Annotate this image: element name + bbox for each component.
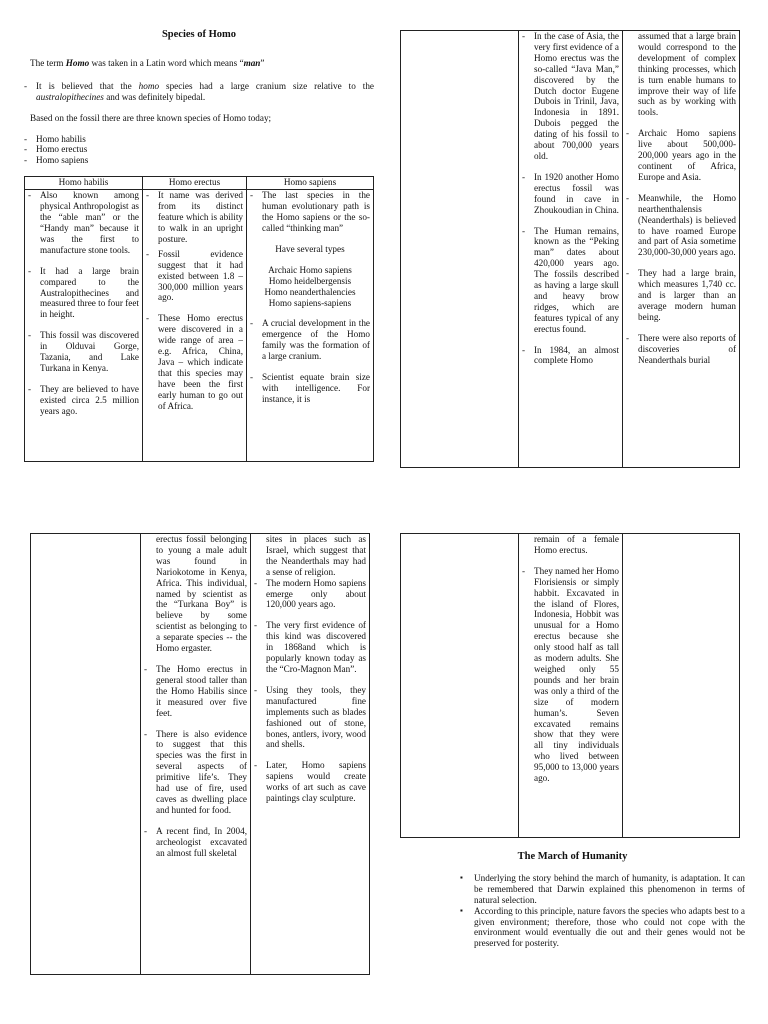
erectus-cell bbox=[519, 534, 623, 838]
continuation-table bbox=[30, 533, 370, 975]
list-item: - There were also reports of discoveries of Neanderthals burial bbox=[626, 333, 736, 366]
sapiens-cell bbox=[623, 31, 740, 468]
types-label: Have several types bbox=[275, 243, 345, 254]
erectus-cell bbox=[141, 534, 251, 975]
list-item: - They are believed to have existed circa 2.5 million years ago. bbox=[28, 384, 139, 417]
list-item: - It had a large brain compared to the Australopithecines and measured three to four feet in height. bbox=[28, 266, 139, 321]
page-3 bbox=[30, 533, 370, 978]
list-item: - Meanwhile, the Homo nearthenthalensis (Neanderthals) is believed to have roamed Europe and part of Asia sometime 230,000-30,000 years ago. bbox=[626, 193, 736, 258]
continued-text: sites in places such as Israel, which suggest that the Neanderthals may had a sense of religion. bbox=[266, 534, 366, 577]
table-header: Homo erectus bbox=[143, 177, 247, 190]
list-item: - They had a large brain, which measures 1,740 cc. and is larger than an average modern human being. bbox=[626, 268, 736, 323]
continued-text: erectus fossil belonging to young a male adult was found in Nariokotome in Kenya, Africa. This individual, named by scientist as the “Turkana Boy” is believe by some scientist as belonging to a separate species -- the Homo ergaster. bbox=[156, 534, 247, 654]
empty-cell bbox=[623, 534, 740, 838]
based-paragraph: Based on the fossil there are three known species of Homo today; bbox=[30, 112, 272, 123]
list-item: - Scientist equate brain size with intelligence. For instance, it is bbox=[250, 372, 370, 405]
page-1 bbox=[24, 24, 374, 469]
erectus-cell bbox=[143, 190, 247, 462]
list-item: - This fossil was discovered in Olduvai Gorge, Tazania, and Lake Turkana in Kenya. bbox=[28, 330, 139, 374]
sapiens-cell bbox=[247, 190, 374, 462]
type-item: Homo heidelbergensis bbox=[268, 275, 352, 286]
list-item: - It is believed that the homo species had a large cranium size relative to the australopithecines and was definitely bipedal. bbox=[24, 81, 374, 103]
page-2 bbox=[400, 30, 740, 470]
intro-paragraph: The term Homo was taken in a Latin word which means “man” bbox=[30, 57, 265, 68]
list-item: - The Homo erectus in general stood taller than the Homo Habilis since it measured over five feet. bbox=[144, 664, 247, 719]
list-item: - Also known among physical Anthropologist as the “able man” or the “Handy man” because it was the first to manufacture stone tools. bbox=[28, 190, 139, 255]
page-4 bbox=[400, 533, 745, 973]
list-item: - There is also evidence to suggest that this species was the first in several aspects of primitive life’s. They had use of fire, used caves as dwelling place and hunted for food. bbox=[144, 729, 247, 816]
page-title: Species of Homo bbox=[161, 29, 237, 40]
list-item: - A crucial development in the emergence of the Homo family was the formation of a large cranium. bbox=[250, 318, 370, 362]
type-item: Homo neanderthalencies bbox=[264, 286, 356, 297]
list-item: - In 1920 another Homo erectus fossil was found in cave in Zhoukoudian in China. bbox=[522, 172, 619, 216]
list-item: ▪ Underlying the story behind the march of humanity, is adaptation. It can be remembered that Darwin explained this phenomenon in terms of natural selection. bbox=[460, 873, 745, 906]
list-item: - In 1984, an almost complete Homo bbox=[522, 345, 619, 367]
list-item: - Homo habilis bbox=[24, 134, 374, 145]
list-item: - A recent find, In 2004, archeologist excavated an almost full skeletal bbox=[144, 826, 247, 859]
list-item: - These Homo erectus were discovered in a wide range of area – e.g. Africa, China, Java – which indicate that this species may have been the first early human to go out of Africa. bbox=[146, 313, 243, 411]
list-item: - In the case of Asia, the very first evidence of a Homo erectus was the so-called “Java Man,” discovered by the Dutch doctor Eugene Dubois in Trinil, Java, Indonesia in 1891. Dubois pegged the dating of his fossil to about 700,000 years old. bbox=[522, 31, 619, 162]
type-item: Archaic Homo sapiens bbox=[268, 264, 352, 275]
list-item: - The modern Homo sapiens emerge only about 120,000 years ago. bbox=[254, 578, 366, 611]
continuation-table bbox=[400, 30, 740, 468]
empty-cell bbox=[31, 534, 141, 975]
list-item: - Archaic Homo sapiens live about 500,000-200,000 years ago in the continent of Africa, Europe and Asia. bbox=[626, 128, 736, 183]
species-table bbox=[24, 176, 374, 462]
list-item: - They named her Homo Florisiensis or simply habbit. Excavated in the island of Flores, Indonesia, Hobbit was unusual for a Homo erectus because she only stood half as tall as modern adults. She weighed only 55 pounds and her brain was only a third of the size of modern human’s. Seven excavated remains show that they were all tiny individuals who lived between 95,000 to 13,000 years ago. bbox=[522, 566, 619, 784]
empty-cell bbox=[401, 534, 519, 838]
list-item: - Homo sapiens bbox=[24, 155, 374, 166]
list-item: - The last species in the human evolutionary path is the Homo sapiens or the so-called “thinking man” bbox=[250, 190, 370, 234]
list-item: - Fossil evidence suggest that it had existed between 1.8 – 300,000 million years ago. bbox=[146, 249, 243, 304]
list-item: - Homo erectus bbox=[24, 144, 374, 155]
list-item: - The very first evidence of this kind was discovered in 1868and which is popularly known today as the “Cro-Magnon Man”. bbox=[254, 620, 366, 675]
list-item: - The Human remains, known as the “Peking man” dates about 420,000 years ago. The fossils described as having a large skull and heavy brow ridges, which are features typical of any erectus found. bbox=[522, 226, 619, 335]
habilis-cell bbox=[25, 190, 143, 462]
march-list bbox=[400, 873, 745, 949]
list-item: ▪ According to this principle, nature favors the species who adapts best to a given environment; therefore, those who could not cope with the environment would eventually die out and their genes would not be preserved for posterity. bbox=[460, 906, 745, 950]
continuation-table bbox=[400, 533, 740, 838]
type-item: Homo sapiens-sapiens bbox=[268, 297, 352, 308]
table-header: Homo sapiens bbox=[247, 177, 374, 190]
empty-cell bbox=[401, 31, 519, 468]
section-title: The March of Humanity bbox=[517, 851, 628, 862]
continued-text: remain of a female Homo erectus. bbox=[534, 534, 619, 555]
list-item: - Later, Homo sapiens sapiens would create works of art such as cave paintings clay sculpture. bbox=[254, 760, 366, 804]
sapiens-cell bbox=[251, 534, 370, 975]
continued-text: assumed that a large brain would correspond to the development of complex thinking processes, which is turn enable humans to improve their way of life such as by working with tools. bbox=[638, 31, 736, 118]
erectus-cell bbox=[519, 31, 623, 468]
list-item: - Using they tools, they manufactured fine implements such as blades fashioned out of stone, bones, antlers, ivory, wood and shells. bbox=[254, 685, 366, 750]
species-list bbox=[24, 134, 374, 167]
list-item: - It name was derived from its distinct feature which is ability to walk in an upright posture. bbox=[146, 190, 243, 245]
cranium-note bbox=[24, 81, 374, 103]
table-header: Homo habilis bbox=[25, 177, 143, 190]
